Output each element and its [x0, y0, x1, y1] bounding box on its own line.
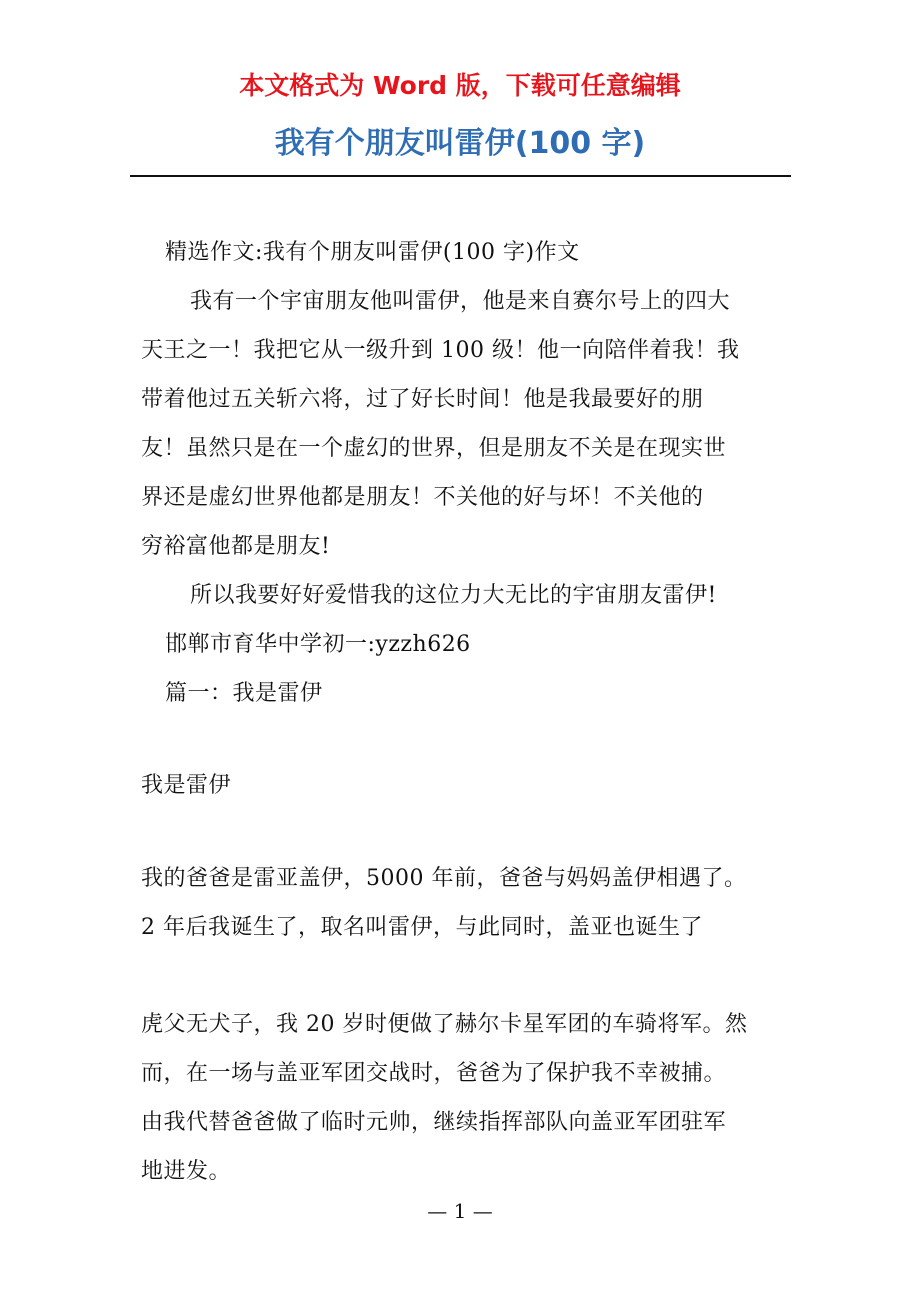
subsection-title: 我是雷伊	[141, 773, 232, 798]
paragraph-line: 友！虽然只是在一个虚幻的世界，但是朋友不关是在现实世	[141, 436, 727, 461]
paragraph-line: 天王之一！我把它从一级升到 100 级！他一向陪伴着我！我	[141, 338, 740, 363]
paragraph-line: 2 年后我诞生了，取名叫雷伊，与此同时，盖亚也诞生了	[141, 915, 703, 940]
article-source-line: 精选作文:我有个朋友叫雷伊(100 字)作文	[165, 240, 580, 265]
download-banner: 本文格式为 Word 版，下载可任意编辑	[239, 71, 681, 100]
paragraph-line: 所以我要好好爱惜我的这位力大无比的宇宙朋友雷伊!	[190, 583, 717, 608]
paragraph-line: 由我代替爸爸做了临时元帅，继续指挥部队向盖亚军团驻军	[141, 1110, 727, 1135]
page-number: — 1 —	[427, 1199, 493, 1223]
paragraph-line: 界还是虚幻世界他都是朋友！不关他的好与坏！不关他的	[141, 485, 704, 510]
paragraph-line: 我的爸爸是雷亚盖伊，5000 年前，爸爸与妈妈盖伊相遇了。	[141, 866, 747, 891]
paragraph-line: 虎父无犬子，我 20 岁时便做了赫尔卡星军团的车骑将军。然	[141, 1012, 748, 1037]
paragraph-line: 而，在一场与盖亚军团交战时，爸爸为了保护我不幸被捕。	[141, 1061, 727, 1086]
section-heading: 篇一：我是雷伊	[165, 681, 323, 706]
author-line: 邯郸市育华中学初一:yzzh626	[165, 632, 471, 657]
title-divider	[130, 175, 791, 177]
paragraph-line: 穷裕富他都是朋友!	[141, 534, 331, 559]
paragraph-line: 地进发。	[141, 1159, 232, 1184]
paragraph-line: 我有一个宇宙朋友他叫雷伊，他是来自赛尔号上的四大	[190, 289, 731, 314]
document-title: 我有个朋友叫雷伊(100 字)	[274, 126, 646, 161]
paragraph-line: 带着他过五关斩六将，过了好长时间！他是我最要好的朋	[141, 387, 704, 412]
